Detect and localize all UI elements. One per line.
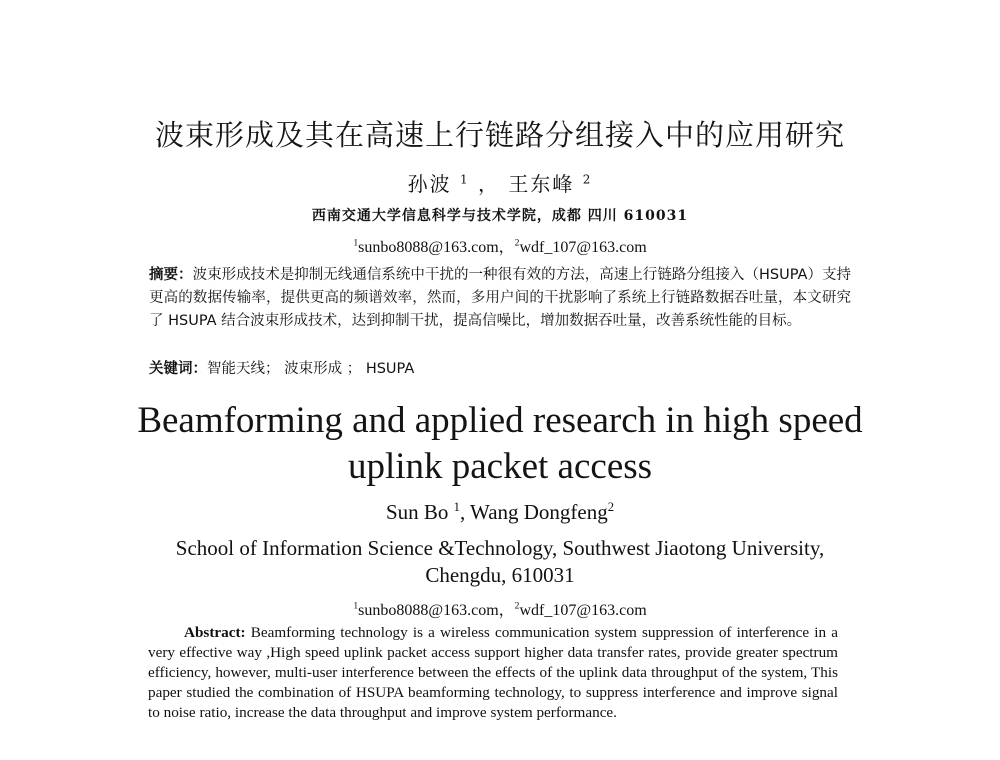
author-separator: ，	[478, 172, 500, 196]
email-2: wdf_107@163.com	[519, 239, 647, 256]
english-author-1: Sun Bo	[385, 500, 454, 524]
english-author-1-superscript: 1	[453, 500, 460, 514]
english-email-1: sunbo8088@163.com，	[358, 602, 515, 619]
email-1: sunbo8088@163.com，	[358, 239, 515, 256]
english-author-2: , Wang Dongfeng	[459, 500, 608, 524]
english-abstract-label: Abstract:	[184, 624, 246, 641]
english-title	[0, 398, 1000, 490]
email-1-superscript: 1	[353, 237, 359, 249]
chinese-abstract-label: 摘要：	[149, 267, 193, 283]
chinese-keywords-label: 关键词：	[149, 361, 207, 377]
english-abstract-text: Beamforming technology is a wireless communication system suppression of interference in a very effective way ,High speed uplink packet access support higher data transfer rates, provide greater spectrum efficiency, however, multi-user interference between the effects of the uplink data throughput of the system, This paper studied the combination of HSUPA beamforming technology, to suppress interference and improve signal to noise ratio, increase the data throughput and improve system performance.	[148, 624, 838, 721]
english-authors	[0, 500, 1000, 525]
english-email-2: wdf_107@163.com	[519, 602, 647, 619]
english-email-2-superscript: 2	[514, 600, 520, 612]
english-title-line-1: Beamforming and applied research in high speed	[137, 400, 863, 441]
english-emails	[0, 597, 1000, 620]
english-affiliation-line-1: School of Information Science &Technology, Southwest Jiaotong University,	[175, 536, 825, 560]
chinese-author-1: 孙波	[407, 172, 452, 196]
author-1-superscript: 1	[460, 172, 470, 187]
english-affiliation-line-2: Chengdu, 610031	[425, 563, 575, 587]
email-2-superscript: 2	[514, 237, 520, 249]
chinese-author-2: 王东峰	[508, 172, 575, 196]
chinese-emails	[0, 234, 1000, 257]
english-title-line-2: uplink packet access	[347, 446, 653, 487]
chinese-keywords	[149, 357, 414, 378]
chinese-keywords-text: 智能天线； 波束形成 ； HSUPA	[207, 361, 415, 377]
english-abstract	[148, 623, 838, 723]
chinese-affiliation: 西南交通大学信息科学与技术学院，成都 四川 610031	[311, 208, 689, 224]
chinese-title: 波束形成及其在高速上行链路分组接入中的应用研究	[154, 118, 845, 152]
chinese-authors	[0, 168, 1000, 197]
chinese-abstract-text: 波束形成技术是抑制无线通信系统中干扰的一种很有效的方法，高速上行链路分组接入（HSUPA）支持更高的数据传输率，提供更高的频谱效率，然而，多用户间的干扰影响了系统上行链路数据吞吐量，本文研究了 HSUPA 结合波束形成技术，达到抑制干扰，提高信噪比，增加数据吞吐量，改善系统性能的目标。	[149, 267, 852, 329]
chinese-abstract	[149, 264, 851, 333]
english-affiliation	[0, 535, 1000, 589]
author-2-superscript: 2	[582, 172, 593, 187]
english-email-1-superscript: 1	[353, 600, 359, 612]
english-author-2-superscript: 2	[607, 500, 615, 514]
